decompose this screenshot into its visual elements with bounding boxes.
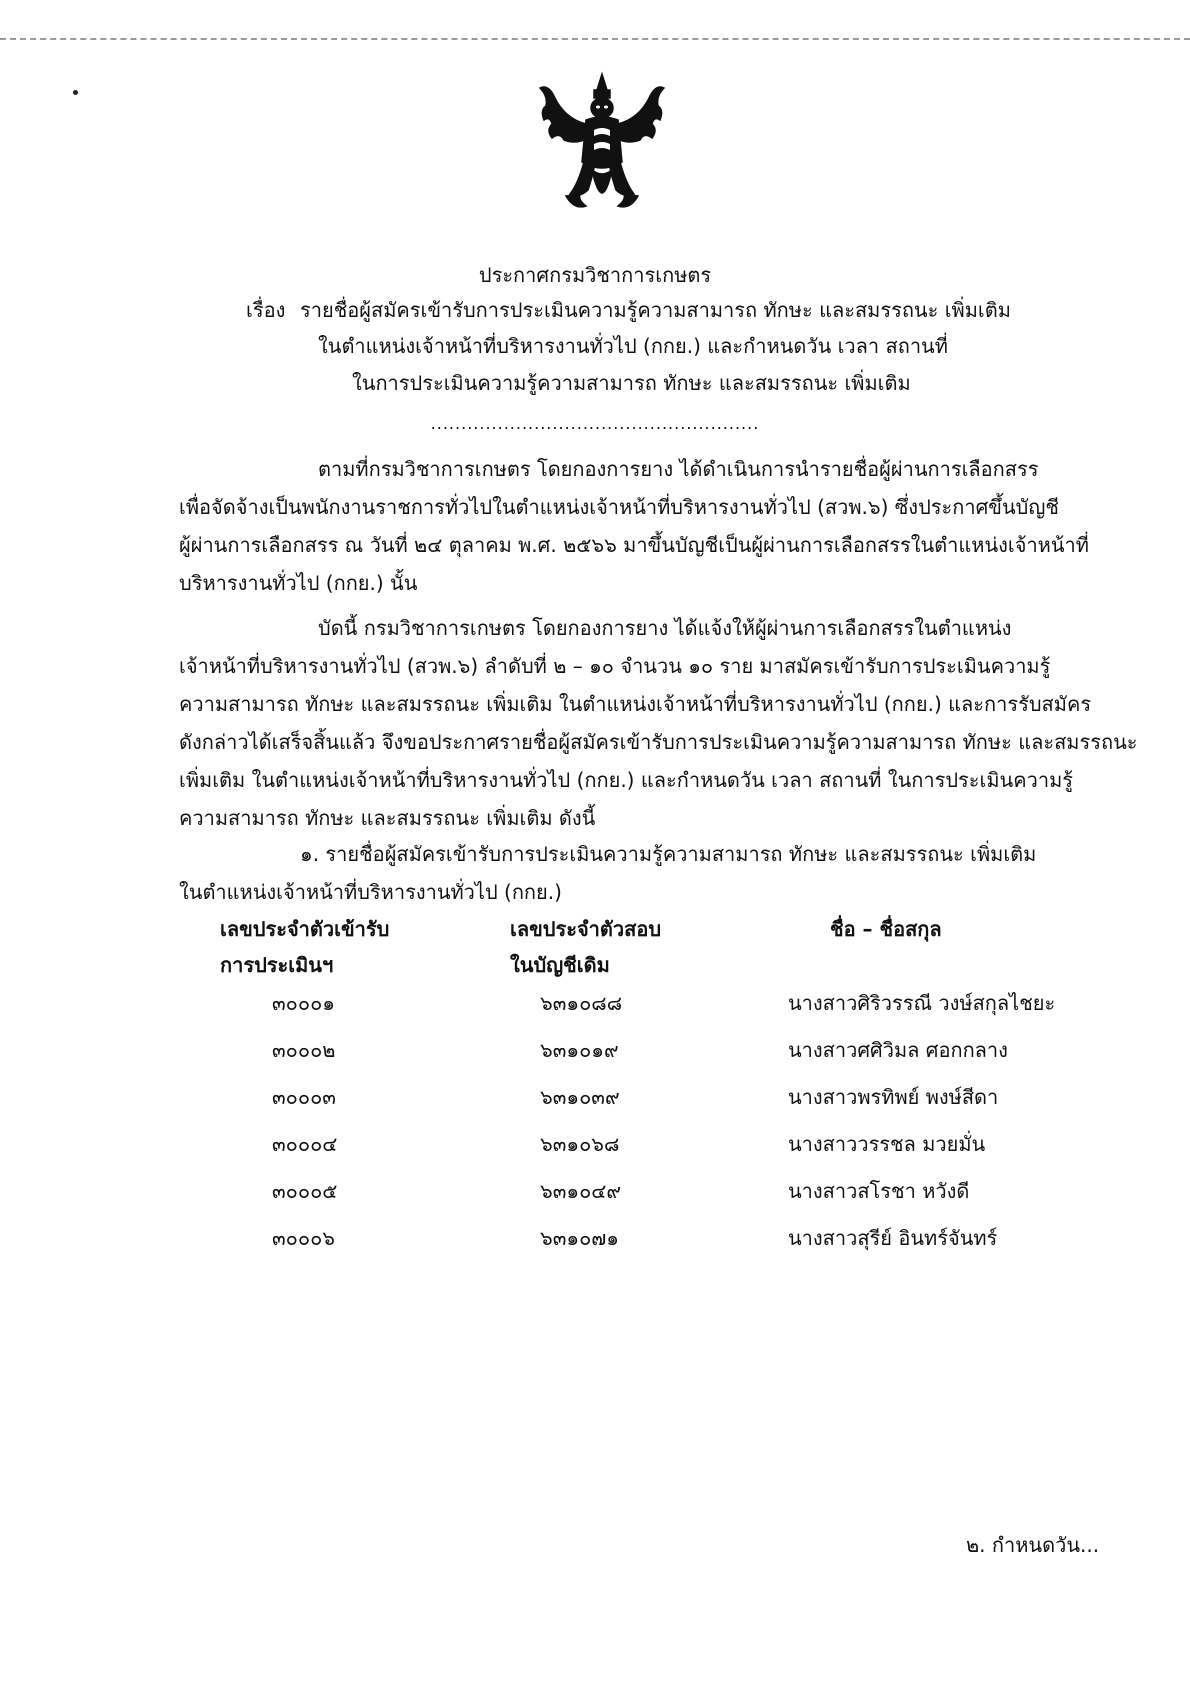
exam-id-cell: ๖๓๑๐๖๘ [540,1132,620,1156]
eval-id-cell: ๓๐๐๐๒ [272,1038,336,1062]
exam-id-cell: ๖๓๑๐๓๙ [540,1085,620,1109]
item1-line: ในตำแหน่งเจ้าหน้าที่บริหารงานทั่วไป (กกย.) [179,880,562,904]
col-header-name: ชื่อ – ชื่อสกุล [830,917,942,941]
name-cell: นางสาวพรทิพย์ พงษ์สีดา [788,1085,999,1109]
col-header-exam-id-line1: เลขประจำตัวสอบ [510,917,662,941]
col-header-exam-id-line2: ในบัญชีเดิม [510,953,610,977]
eval-id-cell: ๓๐๐๐๖ [272,1226,335,1250]
garuda-emblem-icon [534,66,670,222]
paragraph2-line: บัดนี้ กรมวิชาการเกษตร โดยกองการยาง ได้แจ้งให้ผู้ผ่านการเลือกสรรในตำแหน่ง [318,616,1012,640]
eval-id-cell: ๓๐๐๐๔ [272,1132,338,1156]
paragraph1-line: ผู้ผ่านการเลือกสรร ณ วันที่ ๒๔ ตุลาคม พ.ศ. ๒๕๖๖ มาขึ้นบัญชีเป็นผู้ผ่านการเลือกสรรในตำแหน่งเจ้าหน้าที่ [179,533,1089,557]
col-header-eval-id-line1: เลขประจำตัวเข้ารับ [220,917,390,941]
separator-dots: ...................................................... [430,414,760,433]
exam-id-cell: ๖๓๑๐๗๑ [540,1226,620,1250]
subject-label: เรื่อง [246,298,286,322]
eval-id-cell: ๓๐๐๐๓ [272,1085,336,1109]
col-header-eval-id-line2: การประเมินฯ [220,953,334,977]
paragraph2-line: ดังกล่าวได้เสร็จสิ้นแล้ว จึงขอประกาศรายชื่อผู้สมัครเข้ารับการประเมินความรู้ความสามารถ ทักษะ และสมรรถนะ [179,730,1138,754]
document-title: ประกาศกรมวิชาการเกษตร [478,263,712,287]
subject-line-3: ในการประเมินความรู้ความสามารถ ทักษะ และสมรรถนะ เพิ่มเติม [352,371,911,395]
paragraph1-line: บริหารงานทั่วไป (กกย.) นั้น [179,571,418,595]
name-cell: นางสาวสโรชา หวังดี [788,1179,970,1203]
paragraph1-line: ตามที่กรมวิชาการเกษตร โดยกองการยาง ได้ดำเนินการนำรายชื่อผู้ผ่านการเลือกสรร [318,457,1039,481]
exam-id-cell: ๖๓๑๐๔๙ [540,1179,622,1203]
scan-speck [73,90,78,95]
paragraph2-line: เจ้าหน้าที่บริหารงานทั่วไป (สวพ.๖) ลำดับที่ ๒ – ๑๐ จำนวน ๑๐ ราย มาสมัครเข้ารับการประเมินความรู้ [179,654,1051,678]
name-cell: นางสาวศิริวรรณี วงษ์สกุลไชยะ [788,991,1056,1015]
scan-edge-line [0,38,1190,40]
exam-id-cell: ๖๓๑๐๘๘ [540,991,623,1015]
subject-line-2: ในตำแหน่งเจ้าหน้าที่บริหารงานทั่วไป (กกย.) และกำหนดวัน เวลา สถานที่ [318,334,948,358]
exam-id-cell: ๖๓๑๐๑๙ [540,1038,619,1062]
paragraph2-line: ความสามารถ ทักษะ และสมรรถนะ เพิ่มเติม ดังนี้ [179,806,596,830]
paragraph2-line: ความสามารถ ทักษะ และสมรรถนะ เพิ่มเติม ในตำแหน่งเจ้าหน้าที่บริหารงานทั่วไป (กกย.) และการรับสมัคร [179,692,1092,716]
paragraph2-line: เพิ่มเติม ในตำแหน่งเจ้าหน้าที่บริหารงานทั่วไป (กกย.) และกำหนดวัน เวลา สถานที่ ในการประเมินความรู้ [179,768,1073,792]
subject-line-1: รายชื่อผู้สมัครเข้ารับการประเมินความรู้ความสามารถ ทักษะ และสมรรถนะ เพิ่มเติม [300,298,1011,322]
name-cell: นางสาวสุรีย์ อินทร์จันทร์ [788,1226,998,1250]
name-cell: นางสาวศศิวิมล ศอกกลาง [788,1038,1008,1062]
eval-id-cell: ๓๐๐๐๑ [272,991,335,1015]
item1-line: ๑. รายชื่อผู้สมัครเข้ารับการประเมินความรู้ความสามารถ ทักษะ และสมรรถนะ เพิ่มเติม [300,842,1037,866]
name-cell: นางสาววรรชล มวยมั่น [788,1132,986,1156]
paragraph1-line: เพื่อจัดจ้างเป็นพนักงานราชการทั่วไปในตำแหน่งเจ้าหน้าที่บริหารงานทั่วไป (สวพ.๖) ซึ่งประกาศขึ้นบัญชี [179,495,1059,519]
eval-id-cell: ๓๐๐๐๕ [272,1179,338,1203]
next-page-continuation: ๒. กำหนดวัน... [966,1533,1100,1557]
